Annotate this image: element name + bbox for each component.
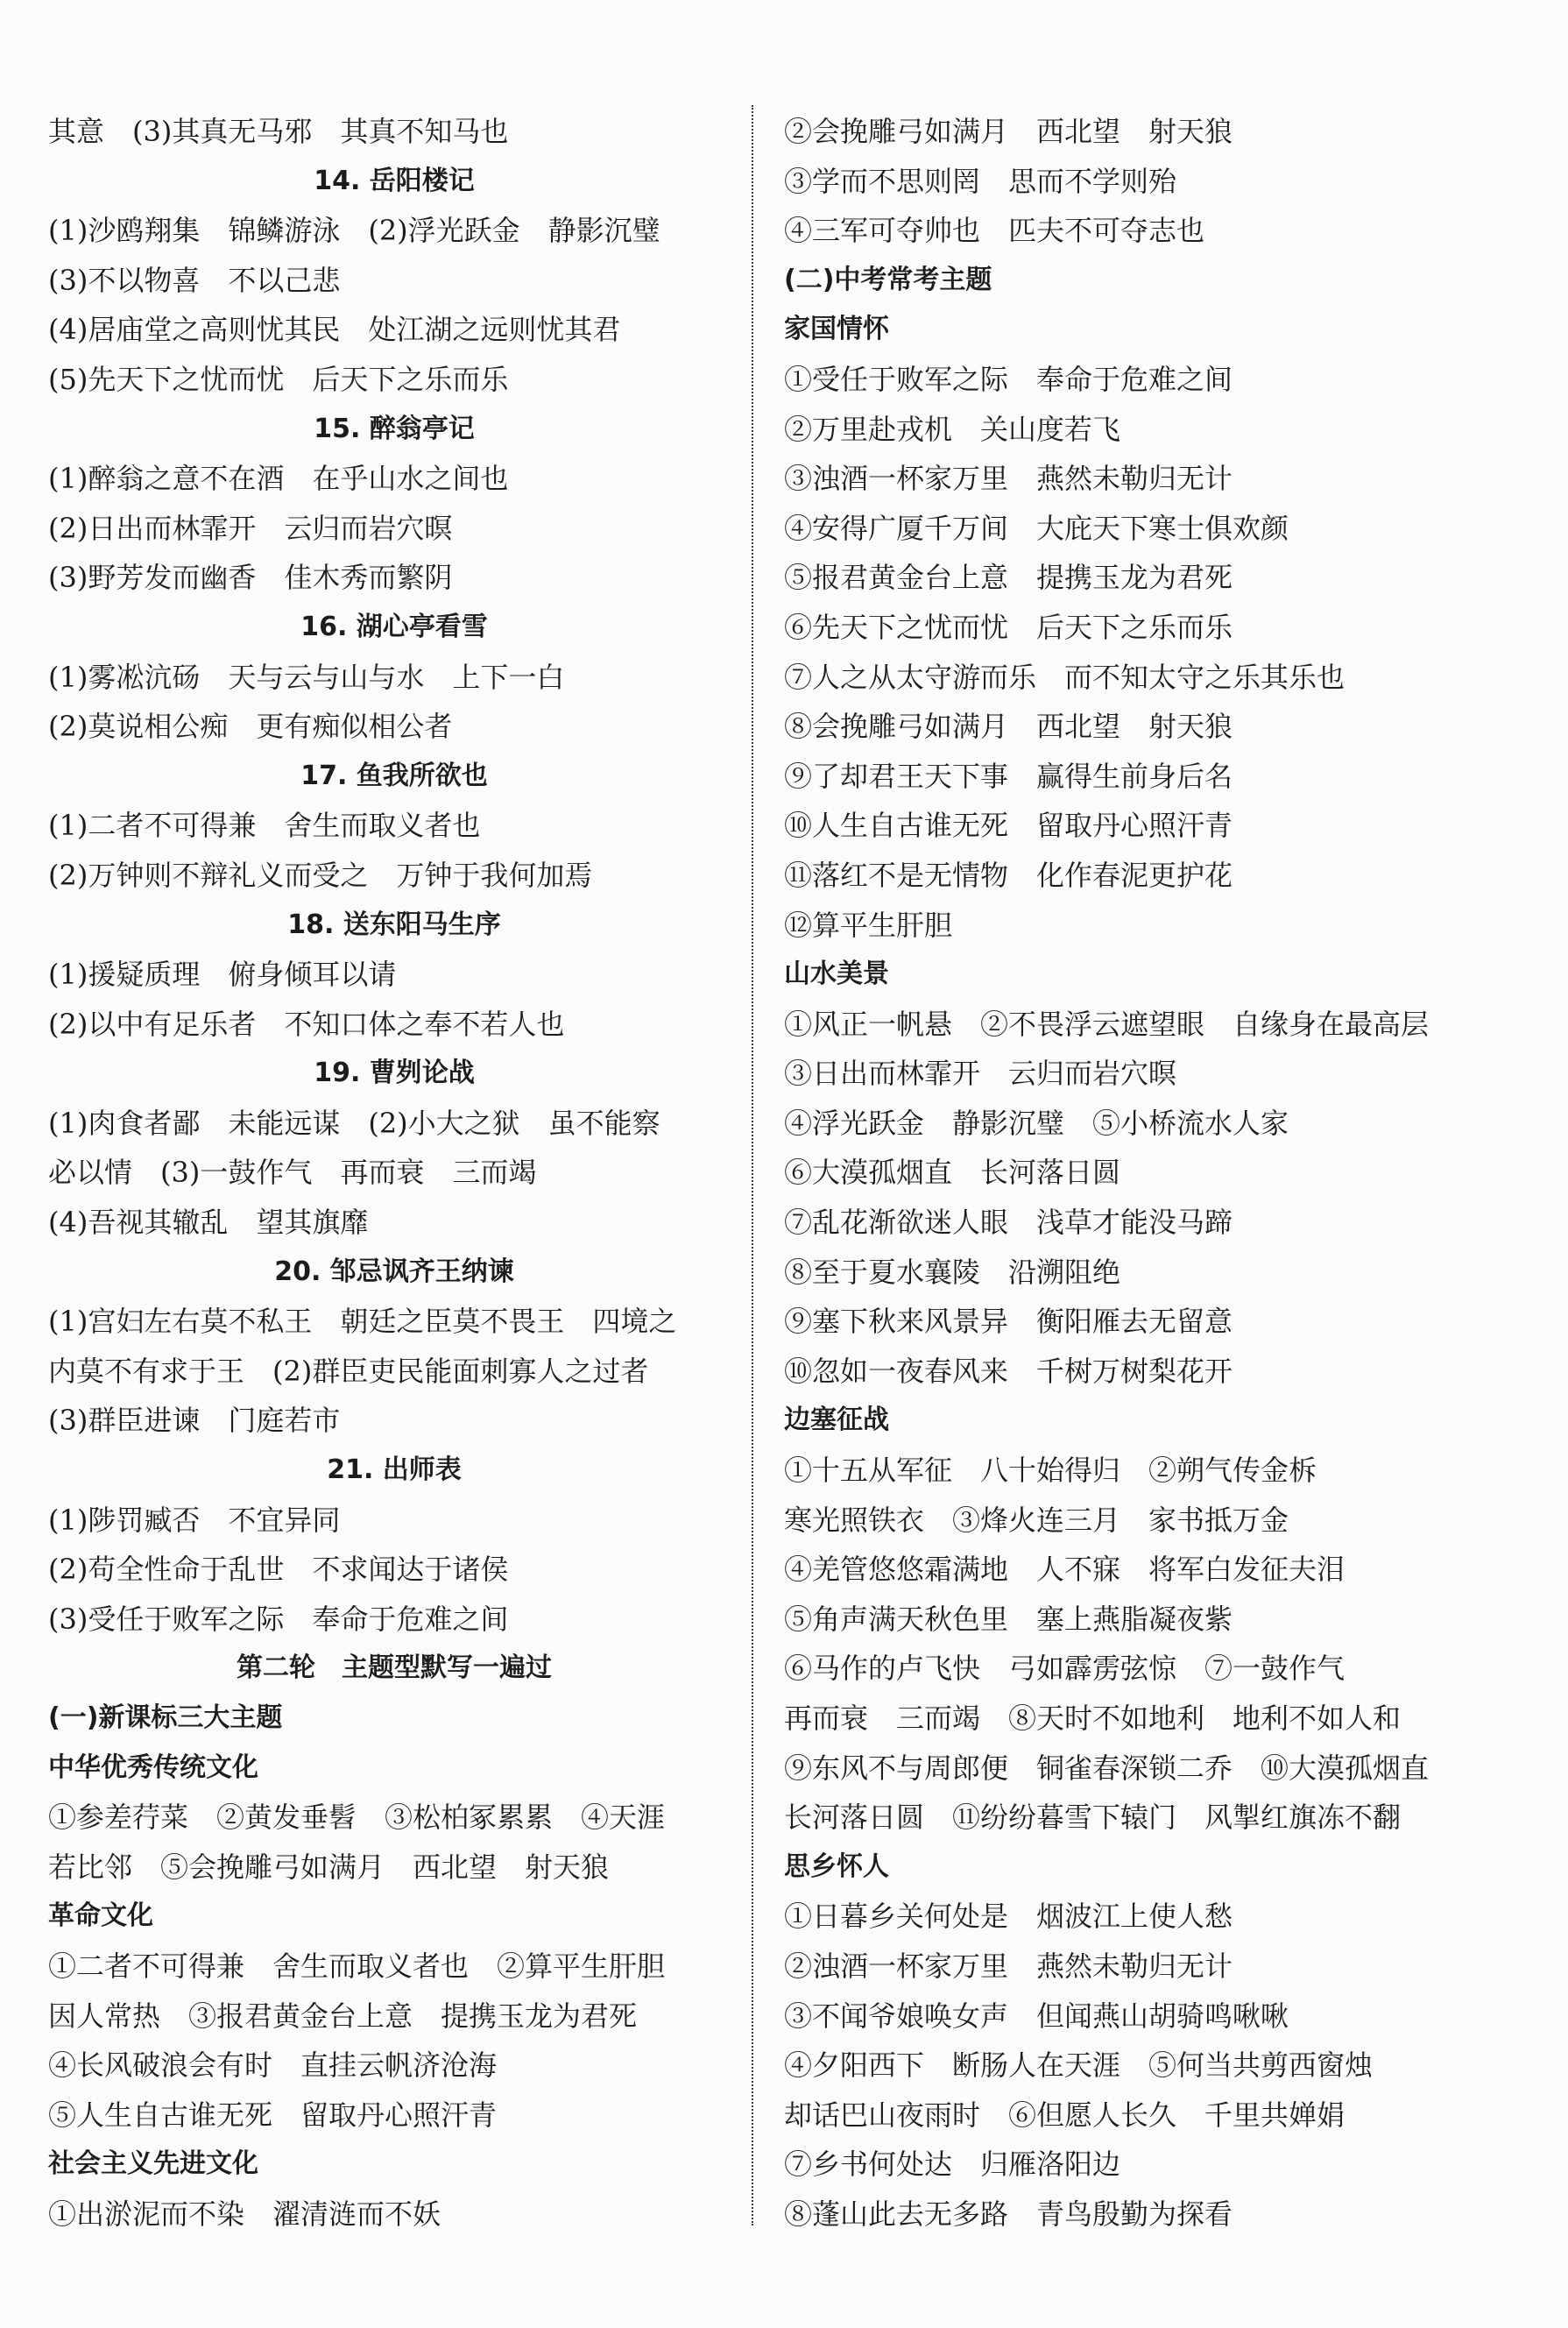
- text-line: (3)受任于败军之际 奉命于危难之间: [48, 1602, 509, 1636]
- theme-heading: 家国情怀: [784, 314, 889, 345]
- text-line: ②万里赴戎机 关山度若飞: [784, 412, 1121, 446]
- text-line: (1)宫妇左右莫不私王 朝廷之臣莫不畏王 四境之: [48, 1305, 677, 1339]
- text-line: ⑤角声满天秋色里 塞上燕脂凝夜紫: [784, 1602, 1233, 1636]
- text-line: (1)援疑质理 俯身倾耳以请: [48, 958, 397, 992]
- text-line: (5)先天下之忧而忧 后天下之乐而乐: [48, 362, 509, 396]
- text-line: ⑨东风不与周郎便 铜雀春深锁二乔 ⑩大漠孤烟直: [784, 1751, 1430, 1785]
- theme-heading: 边塞征战: [784, 1405, 889, 1436]
- text-line: ⑨了却君王天下事 赢得生前身后名: [784, 759, 1233, 793]
- text-line: ①十五从军征 八十始得归 ②朔气传金柝: [784, 1454, 1317, 1488]
- text-line: ①日暮乡关何处是 烟波江上使人愁: [784, 1900, 1233, 1934]
- text-line: 内莫不有求于王 (2)群臣吏民能面刺寡人之过者: [48, 1354, 649, 1388]
- text-line: 其意 (3)其真无马邪 其真不知马也: [48, 115, 509, 148]
- text-line: ⑥马作的卢飞快 弓如霹雳弦惊 ⑦一鼓作气: [784, 1652, 1346, 1686]
- theme-heading: 山水美景: [784, 959, 889, 990]
- column-divider: [752, 105, 755, 2225]
- text-line: 寒光照铁衣 ③烽火连三月 家书抵万金: [784, 1503, 1289, 1537]
- text-line: (2)以中有足乐者 不知口体之奉不若人也: [48, 1007, 565, 1041]
- text-line: ④长风破浪会有时 直挂云帆济沧海: [48, 2048, 498, 2083]
- text-line: ③日出而林霏开 云归而岩穴暝: [784, 1057, 1177, 1091]
- theme-heading: (二)中考常考主题: [784, 264, 992, 295]
- text-line: ③浊酒一杯家万里 燕然未勒归无计: [784, 462, 1233, 496]
- text-line: (4)吾视其辙乱 望其旗靡: [48, 1206, 369, 1240]
- theme-heading: 中华优秀传统文化: [48, 1751, 258, 1783]
- text-line: (2)万钟则不辩礼义而受之 万钟于我何加焉: [48, 858, 593, 892]
- text-line: ⑦人之从太守游而乐 而不知太守之乐其乐也: [784, 660, 1346, 694]
- text-line: (2)日出而林霏开 云归而岩穴暝: [48, 511, 453, 545]
- section-title: 16. 湖心亭看雪: [300, 611, 488, 642]
- section-title: 15. 醉翁亭记: [314, 413, 475, 444]
- text-line: ③不闻爷娘唤女声 但闻燕山胡骑鸣啾啾: [784, 1999, 1289, 2033]
- text-line: (3)群臣进谏 门庭若市: [48, 1404, 341, 1438]
- text-line: ②会挽雕弓如满月 西北望 射天狼: [784, 115, 1233, 148]
- text-line: (3)野芳发而幽香 佳木秀而繁阴: [48, 561, 453, 595]
- text-line: ①风正一帆悬 ②不畏浮云遮望眼 自缘身在最高层: [784, 1007, 1430, 1041]
- text-line: (1)雾凇沆砀 天与云与山与水 上下一白: [48, 660, 565, 694]
- text-line: ⑦乡书何处达 归雁洛阳边: [784, 2148, 1121, 2182]
- section-title: 19. 曹刿论战: [314, 1058, 475, 1089]
- text-line: ⑧至于夏水襄陵 沿溯阻绝: [784, 1255, 1121, 1289]
- text-line: 因人常热 ③报君黄金台上意 提携玉龙为君死: [48, 1999, 638, 2033]
- text-line: ⑦乱花渐欲迷人眼 浅草才能没马蹄: [784, 1206, 1233, 1240]
- text-line: (2)苟全性命于乱世 不求闻达于诸侯: [48, 1553, 509, 1587]
- theme-heading: 思乡怀人: [784, 1850, 889, 1882]
- text-line: ④羌管悠悠霜满地 人不寐 将军白发征夫泪: [784, 1553, 1346, 1587]
- text-line: ⑩人生自古谁无死 留取丹心照汗青: [784, 809, 1233, 843]
- text-line: ①受任于败军之际 奉命于危难之间: [784, 362, 1233, 396]
- text-line: (1)二者不可得兼 舍生而取义者也: [48, 809, 481, 843]
- text-line: (1)陟罚臧否 不宜异同: [48, 1503, 341, 1537]
- theme-heading: 革命文化: [48, 1900, 153, 1932]
- theme-heading: (一)新课标三大主题: [48, 1702, 283, 1733]
- text-line: ⑧蓬山此去无多路 青鸟殷勤为探看: [784, 2197, 1233, 2231]
- section-title: 20. 邹忌讽齐王纳谏: [274, 1256, 514, 1287]
- text-line: ④浮光跃金 静影沉璧 ⑤小桥流水人家: [784, 1106, 1289, 1140]
- section-title: 第二轮 主题型默写一遍过: [237, 1652, 552, 1684]
- text-line: (1)醉翁之意不在酒 在乎山水之间也: [48, 462, 509, 496]
- text-line: ①出淤泥而不染 濯清涟而不妖: [48, 2197, 441, 2231]
- right-column: [784, 107, 1485, 2240]
- section-title: 17. 鱼我所欲也: [300, 760, 488, 791]
- text-line: 必以情 (3)一鼓作气 再而衰 三而竭: [48, 1156, 537, 1190]
- text-line: 再而衰 三而竭 ⑧天时不如地利 地利不如人和: [784, 1702, 1402, 1735]
- text-line: ⑥大漠孤烟直 长河落日圆: [784, 1156, 1121, 1190]
- text-line: ④夕阳西下 断肠人在天涯 ⑤何当共剪西窗烛: [784, 2048, 1374, 2083]
- text-line: ⑨塞下秋来风景异 衡阳雁去无留意: [784, 1305, 1233, 1339]
- text-line: (4)居庙堂之高则忧其民 处江湖之远则忧其君: [48, 313, 621, 347]
- section-title: 21. 出师表: [327, 1454, 462, 1486]
- text-line: ⑪落红不是无情物 化作春泥更护花: [784, 858, 1233, 892]
- text-line: ⑥先天下之忧而忧 后天下之乐而乐: [784, 610, 1233, 644]
- text-line: ⑩忽如一夜春风来 千树万树梨花开: [784, 1354, 1233, 1388]
- text-line: (1)沙鸥翔集 锦鳞游泳 (2)浮光跃金 静影沉璧: [48, 214, 660, 248]
- text-line: ④三军可夺帅也 匹夫不可夺志也: [784, 214, 1205, 248]
- text-line: (1)肉食者鄙 未能远谋 (2)小大之狱 虽不能察: [48, 1106, 660, 1140]
- text-line: ①参差荇菜 ②黄发垂髫 ③松柏冢累累 ④天涯: [48, 1801, 666, 1835]
- text-line: 若比邻 ⑤会挽雕弓如满月 西北望 射天狼: [48, 1850, 610, 1884]
- text-line: ⑤人生自古谁无死 留取丹心照汗青: [48, 2098, 498, 2132]
- text-line: ③学而不思则罔 思而不学则殆: [784, 164, 1177, 198]
- text-line: 长河落日圆 ⑪纷纷暮雪下辕门 风掣红旗冻不翻: [784, 1801, 1402, 1835]
- section-title: 14. 岳阳楼记: [314, 165, 475, 196]
- theme-heading: 社会主义先进文化: [48, 2148, 258, 2180]
- text-line: (3)不以物喜 不以己悲: [48, 263, 341, 297]
- section-title: 18. 送东阳马生序: [287, 909, 501, 940]
- text-line: 却话巴山夜雨时 ⑥但愿人长久 千里共婵娟: [784, 2098, 1346, 2132]
- left-column: [48, 107, 740, 2240]
- text-line: ④安得广厦千万间 大庇天下寒士俱欢颜: [784, 511, 1289, 545]
- text-line: ①二者不可得兼 舍生而取义者也 ②算平生肝胆: [48, 1949, 666, 1983]
- text-line: ⑧会挽雕弓如满月 西北望 射天狼: [784, 710, 1233, 744]
- text-line: ⑤报君黄金台上意 提携玉龙为君死: [784, 561, 1233, 595]
- text-line: ②浊酒一杯家万里 燕然未勒归无计: [784, 1949, 1233, 1983]
- text-line: ⑫算平生肝胆: [784, 908, 953, 942]
- text-line: (2)莫说相公痴 更有痴似相公者: [48, 710, 453, 744]
